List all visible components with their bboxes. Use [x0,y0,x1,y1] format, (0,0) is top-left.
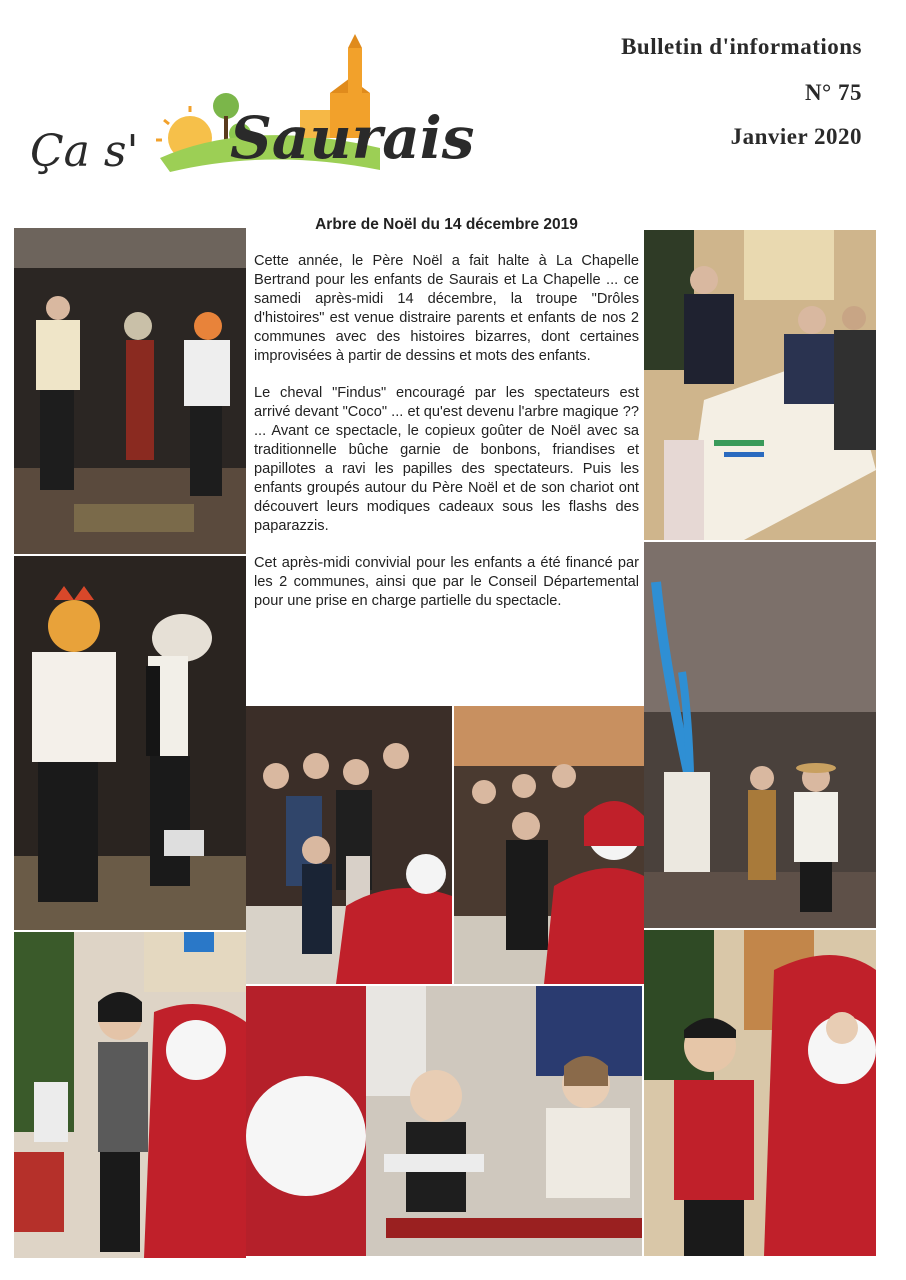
article [254,216,639,628]
issue-number: N° 75 [804,80,862,105]
svg-text:Saurais: Saurais [230,104,475,172]
article-paragraph-1: Cette année, le Père Noël a fait halte à La Chapelle Bertrand pour les enfants de Saurais et La Chapelle ... ce samedi après-midi 14 décembre, la troupe "Drôles d'histoires" est venue distraire parents et enfants de nos 2 communes avec des histoires bizarres, dont certaines improvisées à partir de dessins et mots des enfants. [254,253,639,364]
photo-two-kids-santa [14,932,246,1258]
photo-balloon-troupe [644,542,876,928]
article-paragraph-3: Cet après-midi convivial pour les enfants a été financé par les 2 communes, ainsi que par le Conseil Départemental pour une prise en charge partielle du spectacle. [254,554,639,609]
photo-stage-performers [14,228,246,554]
photo-boy-red-sweater-santa [644,930,876,1256]
svg-text:Ça s': Ça s' [30,126,139,177]
photo-rooster-horse [14,556,246,930]
photo-little-girl-gift [246,986,642,1256]
bulletin-title: Bulletin d'informations [621,34,862,59]
photo-children-crowd-santa [246,706,452,984]
photo-children-drawing [644,230,876,540]
issue-date: Janvier 2020 [730,124,862,149]
saurais-logo-graphic [30,38,475,188]
photo-children-receiving-gifts [454,706,644,984]
article-paragraph-2: Le cheval "Findus" encouragé par les spectateurs est arrivé devant "Coco" ... et qu'est devenu l'arbre magique ?? ... Avant ce spectacle, le copieux goûter de Noël avec sa traditionnelle bûche garnie de bonbons, friandises et papillotes a ravi les papilles des spectateurs. Puis les enfants groupés autour du Père Noël et de son chariot ont découvert leurs modiques cadeaux sous les flashs des paparazzis. [254,384,639,534]
bulletin-logo [30,38,475,188]
article-title: Arbre de Noël du 14 décembre 2019 [315,216,578,233]
